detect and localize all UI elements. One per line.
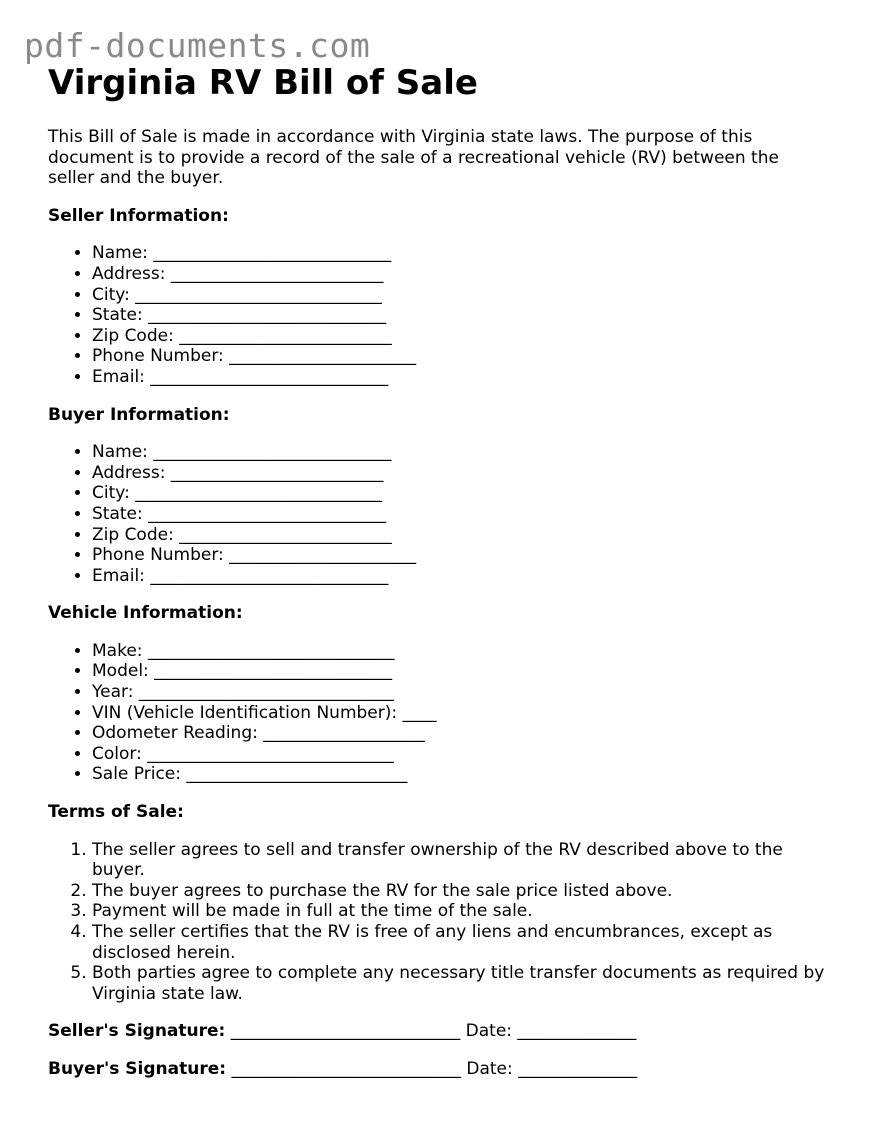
seller-phone-field: • Phone Number: ______________________ (92, 346, 838, 367)
seller-name-field: • Name: ____________________________ (92, 243, 838, 264)
buyer-signature-label: Buyer's Signature: (48, 1058, 227, 1079)
seller-city-field: • City: _____________________________ (92, 285, 838, 306)
vehicle-odometer-field: • Odometer Reading: ___________________ (92, 723, 838, 744)
vehicle-field-list (48, 641, 838, 785)
seller-signature-line (48, 1021, 838, 1042)
seller-field-list (48, 243, 838, 387)
watermark: pdf-documents.com (24, 26, 371, 65)
buyer-email-field: • Email: ____________________________ (92, 566, 838, 587)
vehicle-price-field: • Sale Price: __________________________ (92, 764, 838, 785)
seller-address-field: • Address: _________________________ (92, 264, 838, 285)
terms-item: 5. Both parties agree to complete any necessary title transfer documents as required by Virginia state law. (92, 963, 832, 1004)
terms-list (48, 840, 838, 1005)
vehicle-vin-field: • VIN (Vehicle Identification Number): ____ (92, 703, 838, 724)
vehicle-year-field: • Year: ______________________________ (92, 682, 838, 703)
intro-paragraph: This Bill of Sale is made in accordance with Virginia state laws. The purpose of this document is to provide a record of the sale of a recreational vehicle (RV) between the seller and the buyer. (48, 127, 779, 189)
buyer-address-field: • Address: _________________________ (92, 463, 838, 484)
vehicle-model-field: • Model: ____________________________ (92, 661, 838, 682)
buyer-name-field: • Name: ____________________________ (92, 442, 838, 463)
terms-heading: Terms of Sale: (48, 802, 184, 823)
seller-signature-label: Seller's Signature: (48, 1021, 226, 1042)
terms-item: 2. The buyer agrees to purchase the RV for the sale price listed above. (92, 881, 832, 902)
vehicle-heading: Vehicle Information: (48, 603, 243, 624)
buyer-zip-field: • Zip Code: _________________________ (92, 525, 838, 546)
buyer-city-field: • City: _____________________________ (92, 483, 838, 504)
buyer-state-field: • State: ____________________________ (92, 504, 838, 525)
buyer-signature-line (48, 1059, 838, 1080)
terms-item: 4. The seller certifies that the RV is free of any liens and encumbrances, except as disclosed herein. (92, 922, 832, 963)
document-body (48, 62, 838, 1080)
page-title: Virginia RV Bill of Sale (48, 63, 478, 103)
terms-item: 3. Payment will be made in full at the time of the sale. (92, 901, 832, 922)
buyer-signature-blank: ___________________________ Date: ______________ (226, 1058, 638, 1079)
seller-zip-field: • Zip Code: _________________________ (92, 326, 838, 347)
buyer-field-list (48, 442, 838, 586)
seller-email-field: • Email: ____________________________ (92, 367, 838, 388)
vehicle-color-field: • Color: _____________________________ (92, 744, 838, 765)
vehicle-make-field: • Make: _____________________________ (92, 641, 838, 662)
seller-state-field: • State: ____________________________ (92, 305, 838, 326)
buyer-heading: Buyer Information: (48, 404, 230, 425)
seller-signature-blank: ___________________________ Date: ______________ (225, 1021, 637, 1042)
buyer-phone-field: • Phone Number: ______________________ (92, 545, 838, 566)
terms-item: 1. The seller agrees to sell and transfer ownership of the RV described above to the buyer. (92, 840, 832, 881)
seller-heading: Seller Information: (48, 205, 229, 226)
